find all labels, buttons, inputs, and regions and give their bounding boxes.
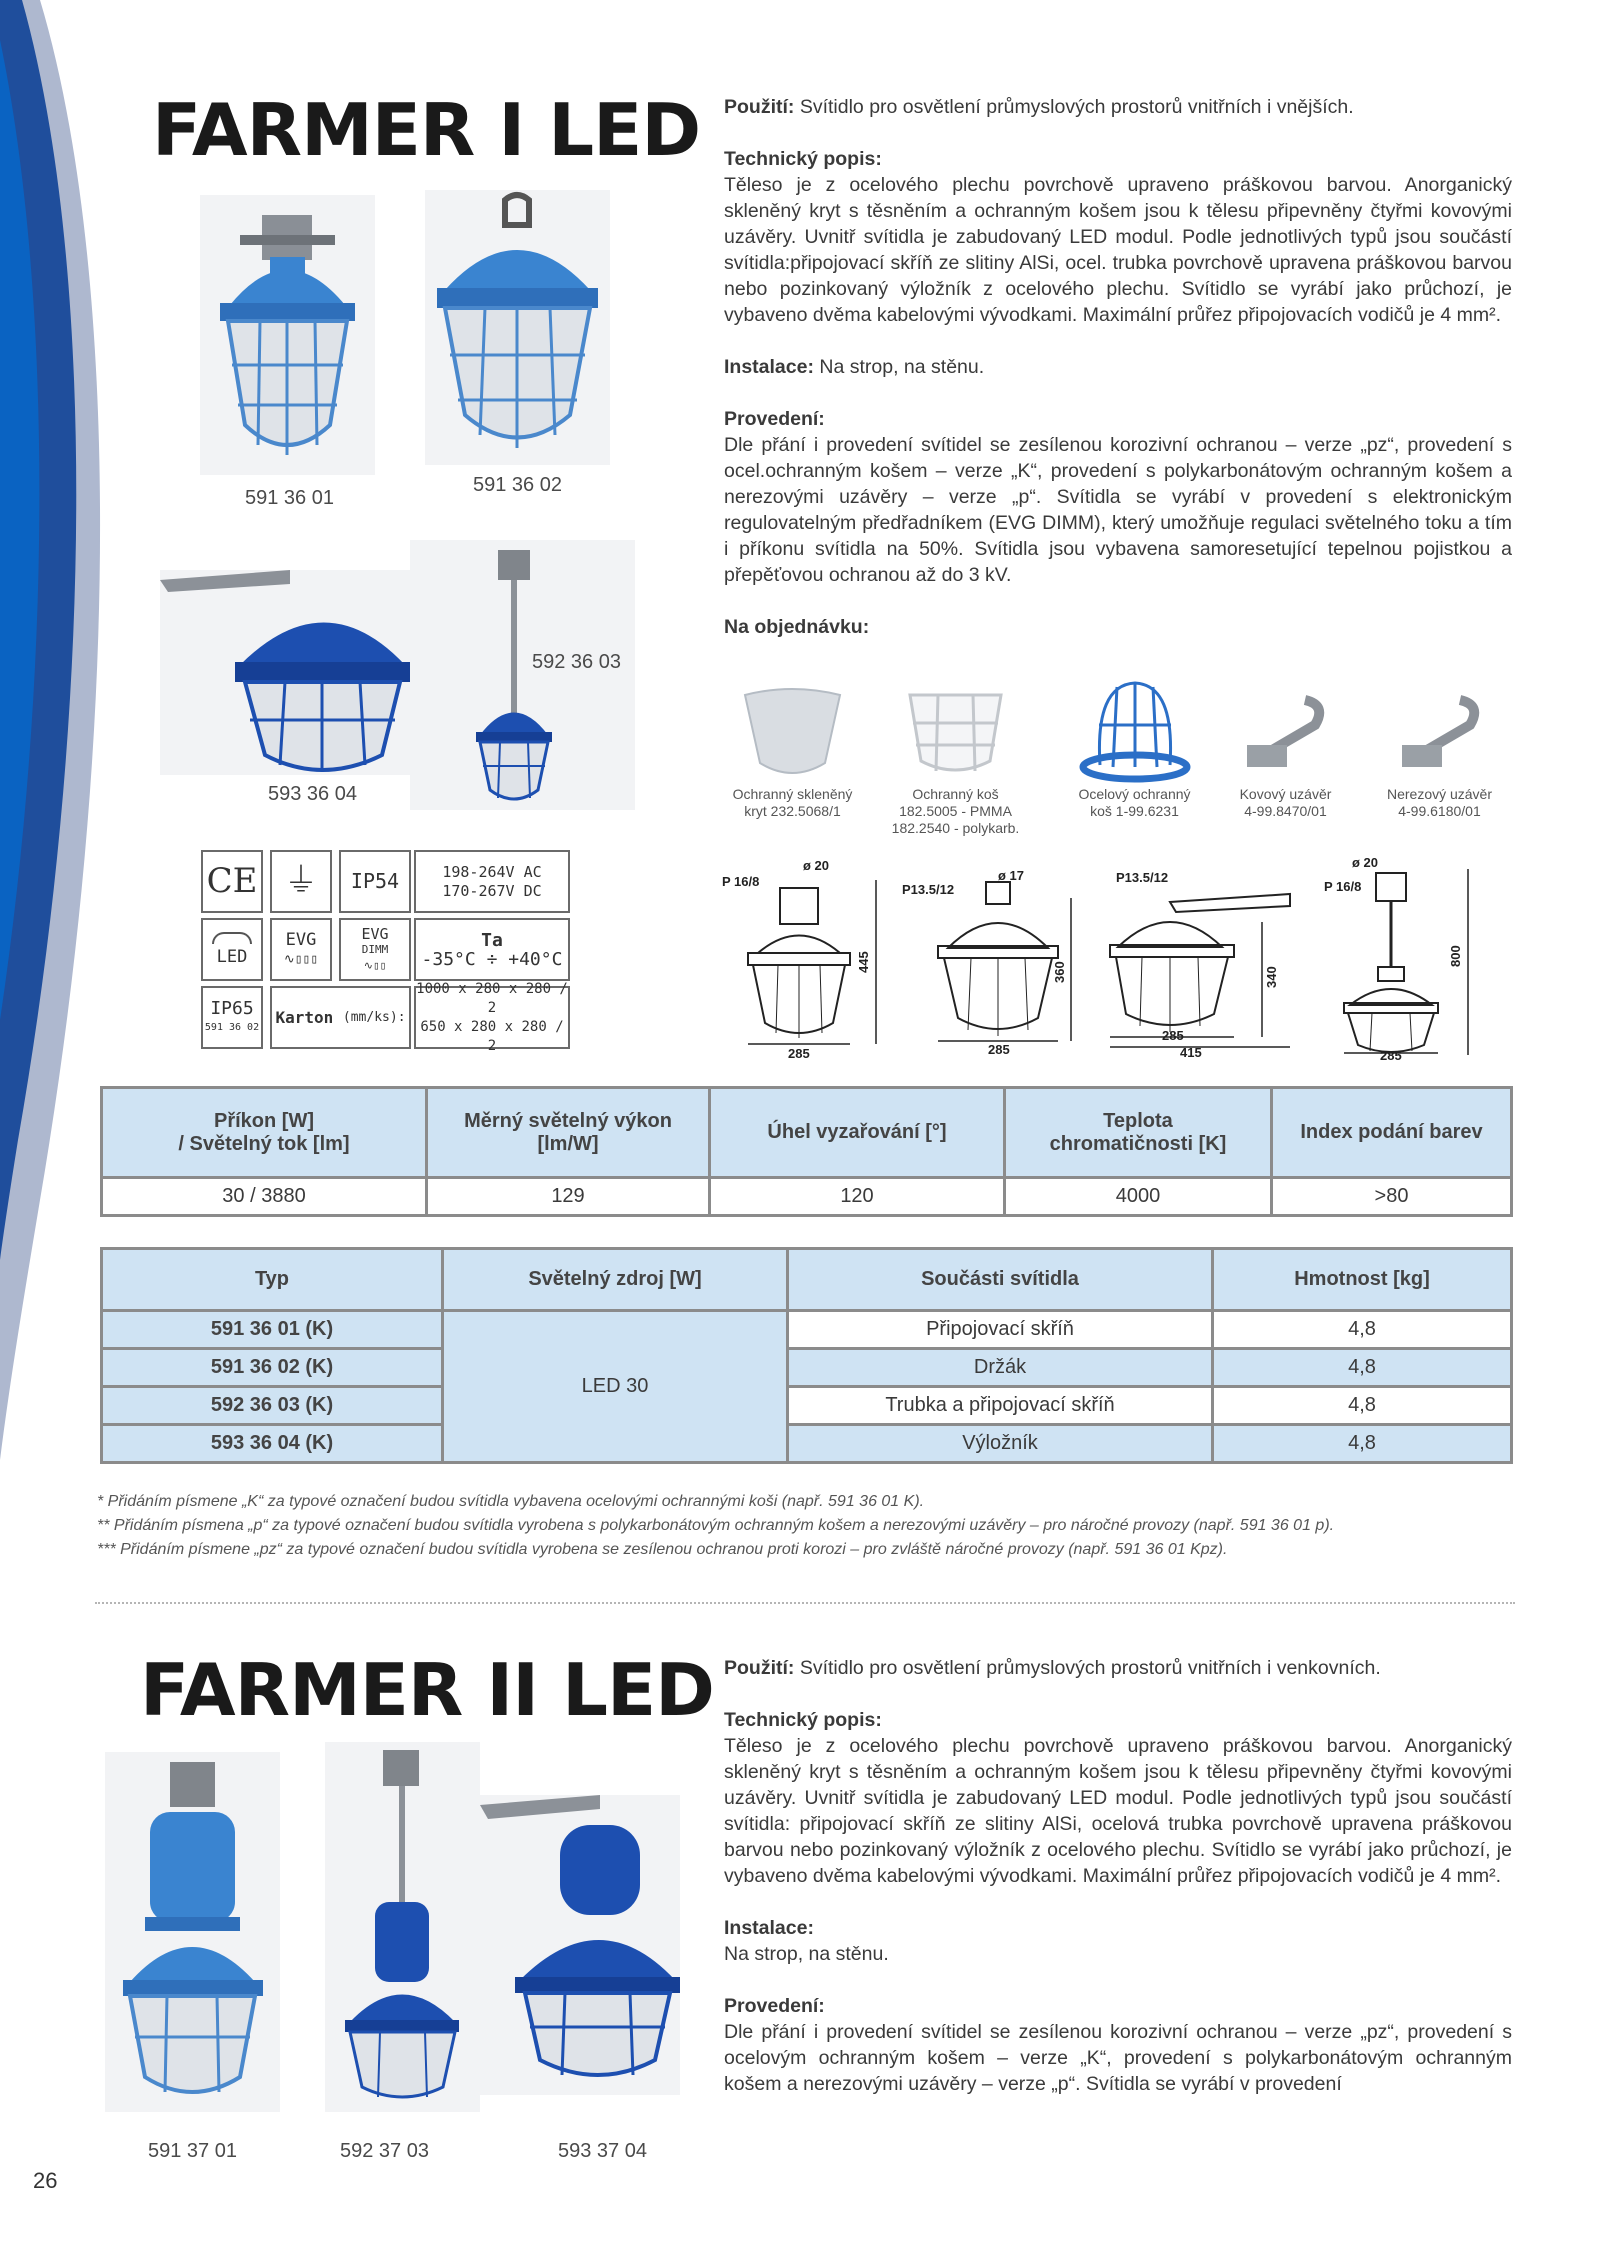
part-cell: Připojovací skříň [788, 1311, 1213, 1349]
karton-unit: (mm/ks): [342, 1010, 406, 1025]
ip65-label: IP65 [210, 997, 254, 1019]
table-cell: 120 [710, 1178, 1005, 1216]
product-code: 592 36 03 [532, 651, 621, 673]
usage-paragraph [724, 1655, 1512, 1681]
table-cell: 30 / 3880 [102, 1178, 427, 1216]
drawing-height-label: 445 [856, 951, 871, 973]
installation-label: Instalace: [724, 1917, 814, 1939]
order-label: Na objednávku: [724, 616, 870, 638]
evg-label: EVG [285, 929, 317, 950]
technical-label: Technický popis: [724, 1709, 882, 1731]
evg-dimm-badge [339, 918, 411, 981]
versions-paragraph [724, 1993, 1512, 2097]
product-code: 593 37 04 [558, 2140, 647, 2162]
type-code-cell: 592 36 03 (K) [102, 1387, 443, 1425]
table-header-row [102, 1249, 1512, 1311]
drawing-thread-label: P13.5/12 [1116, 870, 1169, 885]
technical-paragraph [724, 146, 1512, 328]
accessory-label: Ochranný skleněný kryt 232.5068/1 [732, 786, 853, 819]
table-header: Měrný světelný výkon [lm/W] [427, 1088, 710, 1178]
weight-cell: 4,8 [1213, 1387, 1512, 1425]
page-number: 26 [33, 2168, 58, 2193]
technical-drawing-1 [718, 858, 888, 1058]
accessory-glass-cover-image [735, 683, 850, 783]
section-divider [95, 1602, 1515, 1604]
table-header: Typ [102, 1249, 443, 1311]
ip54-badge [339, 850, 411, 913]
karton-dimension-2: 650 x 280 x 280 / 2 [420, 1018, 564, 1054]
section-title-farmer-2: FARMER II LED [140, 1648, 714, 1732]
table-header: Příkon [W] / Světelný tok [lm] [102, 1088, 427, 1178]
footnote: ** Přidáním písmena „p“ za typové označení budou svítidla vyrobena s polykarbonátovým ochranným košem a nerezovými uzávěry – pro náročné provozy (např. 591 36 01 p). [97, 1517, 1335, 1534]
product-photo-592-36-03 [410, 540, 635, 810]
usage-text: Svítidlo pro osvětlení průmyslových prostorů vnitřních i vnějších. [799, 96, 1354, 118]
drawing-diameter-label: ø 20 [1352, 855, 1379, 870]
section-title-farmer-1: FARMER I LED [152, 88, 701, 172]
ce-mark-icon: CE [206, 861, 258, 901]
usage-label: Použití: [724, 1657, 795, 1679]
table-cell: 4000 [1005, 1178, 1272, 1216]
accessory-metal-clip-image [1235, 690, 1335, 780]
table-row [102, 1349, 1512, 1387]
order-paragraph [724, 614, 1512, 640]
product-photo-591-36-01 [200, 195, 375, 475]
weight-cell: 4,8 [1213, 1425, 1512, 1463]
light-source-cell: LED 30 [443, 1311, 788, 1463]
table-cell: >80 [1272, 1178, 1512, 1216]
drawing-height-label: 800 [1448, 945, 1463, 967]
evg-dimm-label-b: DIMM [361, 942, 389, 956]
drawing-width2-label: 415 [1180, 1045, 1202, 1058]
product-code: 592 37 03 [340, 2140, 429, 2162]
part-cell: Držák [788, 1349, 1213, 1387]
voltage-dc: 170-267V DC [442, 881, 542, 900]
table-row [102, 1387, 1512, 1425]
technical-text: Těleso je z ocelového plechu povrchově upraveno práškovou barvou. Anorganický skleněný kryt s těsněním a ochranným košem jsou k tělesu připevněny čtyřmi kovovými uzávěry. Uvnitř svítidla je zabudovaný LED modul. Podle jednotlivých typů jsou součástí svítidla:připojovací skříň ze slitiny AlSi, ocel. trubka povrchově upravena práškovou barvou nebo pozinkovaný výložník z ocelového plechu. Svítidlo se vyrábí jako průchozí, je vybaveno dvěma kabelovými vývodkami. Maximální průřez připojovacích vodičů je 4 mm². [724, 174, 1512, 326]
evg-dimm-label-a: EVG [361, 924, 389, 943]
drawing-thread-label: P 16/8 [1324, 879, 1362, 894]
product-photo-593-36-04 [160, 570, 410, 775]
technical-drawing-4 [1320, 855, 1490, 1060]
product-code: 591 36 02 [473, 474, 562, 496]
earth-ground-icon: ⏚ [284, 861, 318, 901]
table-row [102, 1311, 1512, 1349]
part-cell: Trubka a připojovací skříň [788, 1387, 1213, 1425]
product-photo-591-36-02 [425, 190, 610, 465]
part-cell: Výložník [788, 1425, 1213, 1463]
installation-label: Instalace: [724, 356, 814, 378]
drawing-width-label: 285 [1380, 1048, 1402, 1060]
versions-text: Dle přání i provedení svítidel se zesílenou korozivní ochranou – verze „pz“, provedení s ocel.ochranným košem – verze „K“, provedení s polykarbonátovým ochranným košem a nerezovými uzávěry – verze „p“. Svítidla se vyrábí v provedení s elektronickým regulovatelným předřadníkem (EVG DIMM), který umožňuje regulaci světelného toku a tím i příkonu svítidla na 50%. Svítidla jsou vybavena samoresetující tepelnou pojistkou a přepěťovou ochranou až do 3 kV. [724, 434, 1512, 586]
drawing-diameter-label: ø 20 [803, 858, 830, 873]
product-code: 591 37 01 [148, 2140, 237, 2162]
ambient-temperature-badge [414, 918, 570, 981]
table-row [102, 1425, 1512, 1463]
type-table [100, 1247, 1513, 1464]
accessory-label: Ocelový ochranný koš 1-99.6231 [1078, 786, 1191, 819]
table-header: Součásti svítidla [788, 1249, 1213, 1311]
versions-label: Provedení: [724, 408, 825, 430]
drawing-width-label: 285 [1162, 1028, 1184, 1043]
drawing-thread-label: P13.5/12 [902, 882, 955, 897]
ballast-wave-icon: ∿▯▯▯ [283, 951, 319, 967]
table-cell: 129 [427, 1178, 710, 1216]
drawing-diameter-label: ø 17 [998, 868, 1025, 883]
usage-label: Použití: [724, 96, 795, 118]
usage-text: Svítidlo pro osvětlení průmyslových prostorů vnitřních i venkovních. [799, 1657, 1381, 1679]
photometric-table [100, 1086, 1513, 1217]
installation-text: Na strop, na stěnu. [724, 1943, 889, 1965]
ip54-label: IP54 [350, 869, 400, 893]
installation-text: Na strop, na stěnu. [819, 356, 985, 378]
ip65-sublabel: 591 36 02 [204, 1021, 260, 1033]
led-label: LED [216, 947, 248, 967]
accessory-steel-basket-image [1075, 675, 1195, 785]
ta-label: Ta [481, 929, 503, 951]
product-photo-593-37-04 [480, 1795, 680, 2095]
table-header: Index podání barev [1272, 1088, 1512, 1178]
ta-range: -35°C ÷ +40°C [421, 948, 563, 970]
installation-paragraph [724, 354, 1512, 380]
karton-badge [270, 986, 411, 1049]
accessory-label: Kovový uzávěr 4-99.8470/01 [1239, 786, 1332, 819]
table-header-row [102, 1088, 1512, 1178]
versions-text: Dle přání i provedení svítidel se zesílenou korozivní ochranou – verze „pz“, provedení s ocelovým ochranným košem – verze „K“, provedení s polykarbonátovým ochranným košem a nerezovými uzávěry – verze „p“. Svítidla se vyrábí v provedení [724, 2021, 1512, 2095]
accessory-plastic-basket-image [898, 683, 1013, 783]
table-header: Světelný zdroj [W] [443, 1249, 788, 1311]
type-code-cell: 591 36 02 (K) [102, 1349, 443, 1387]
product-photo-591-37-01 [105, 1752, 280, 2112]
description-section-1 [724, 94, 1512, 666]
product-code: 593 36 04 [268, 783, 357, 805]
karton-dimension-1: 1000 x 280 x 280 / 2 [416, 980, 568, 1016]
footnote: * Přidáním písmene „K“ za typové označení budou svítidla vybavena ocelovými ochrannými koši (např. 591 36 01 K). [97, 1493, 925, 1510]
drawing-width-label: 285 [988, 1042, 1010, 1057]
accessory-steel-clip-image [1390, 690, 1490, 780]
technical-text: Těleso je z ocelového plechu povrchově upraveno práškovou barvou. Anorganický skleněný kryt s těsněním a ochranným košem jsou k tělesu připevněny čtyřmi kovovými uzávěry. Uvnitř svítidla je zabudovaný LED modul. Podle jednotlivých typů jsou součástí svítidla: připojovací skříň ze slitiny AlSi, ocelová trubka povrchově upravena práškovou barvou nebo pozinkovaný výložník z ocelového plechu. Svítidlo se vyrábí jako průchozí, je vybaveno dvěma kabelovými vývodkami. Maximální průřez připojovacích vodičů je 4 mm². [724, 1735, 1512, 1887]
technical-label: Technický popis: [724, 148, 882, 170]
karton-dimensions-badge [414, 980, 570, 1054]
technical-drawing-3 [1100, 862, 1305, 1058]
usage-paragraph [724, 94, 1512, 120]
led-badge [201, 918, 263, 981]
evg-badge [270, 918, 332, 981]
table-row [102, 1178, 1512, 1216]
type-code-cell: 593 36 04 (K) [102, 1425, 443, 1463]
product-photo-592-37-03 [325, 1742, 480, 2112]
versions-label: Provedení: [724, 1995, 825, 2017]
table-header: Hmotnost [kg] [1213, 1249, 1512, 1311]
ip65-badge [201, 986, 263, 1049]
led-lamp-icon [212, 932, 252, 944]
product-code: 591 36 01 [245, 487, 334, 509]
weight-cell: 4,8 [1213, 1311, 1512, 1349]
voltage-badge [414, 850, 570, 913]
technical-paragraph [724, 1707, 1512, 1889]
ce-mark-badge [201, 850, 263, 913]
drawing-thread-label: P 16/8 [722, 874, 760, 889]
voltage-ac: 198-264V AC [442, 862, 542, 881]
installation-paragraph [724, 1915, 1512, 1967]
weight-cell: 4,8 [1213, 1349, 1512, 1387]
accessory-label: Ochranný koš 182.5005 - PMMA 182.2540 - polykarb. [891, 786, 1020, 836]
type-code-cell: 591 36 01 (K) [102, 1311, 443, 1349]
drawing-height-label: 340 [1264, 966, 1279, 988]
earth-symbol-badge [270, 850, 332, 913]
footnote: *** Přidáním písmene „pz“ za typové označení budou svítidla vyrobena se zesílenou ochranou proti korozi – pro zvláště náročné provozy (např. 591 36 01 Kpz). [97, 1541, 1228, 1558]
karton-label: Karton [275, 1008, 334, 1027]
drawing-width-label: 285 [788, 1046, 810, 1058]
table-header: Teplota chromatičnosti [K] [1005, 1088, 1272, 1178]
table-header: Úhel vyzařování [°] [710, 1088, 1005, 1178]
description-section-2 [724, 1655, 1512, 2123]
technical-drawing-2 [898, 858, 1083, 1058]
dimmable-ballast-icon: ∿▯▯ [363, 958, 387, 972]
drawing-height-label: 360 [1052, 961, 1067, 983]
accessory-label: Nerezový uzávěr 4-99.6180/01 [1386, 786, 1493, 819]
versions-paragraph [724, 406, 1512, 588]
